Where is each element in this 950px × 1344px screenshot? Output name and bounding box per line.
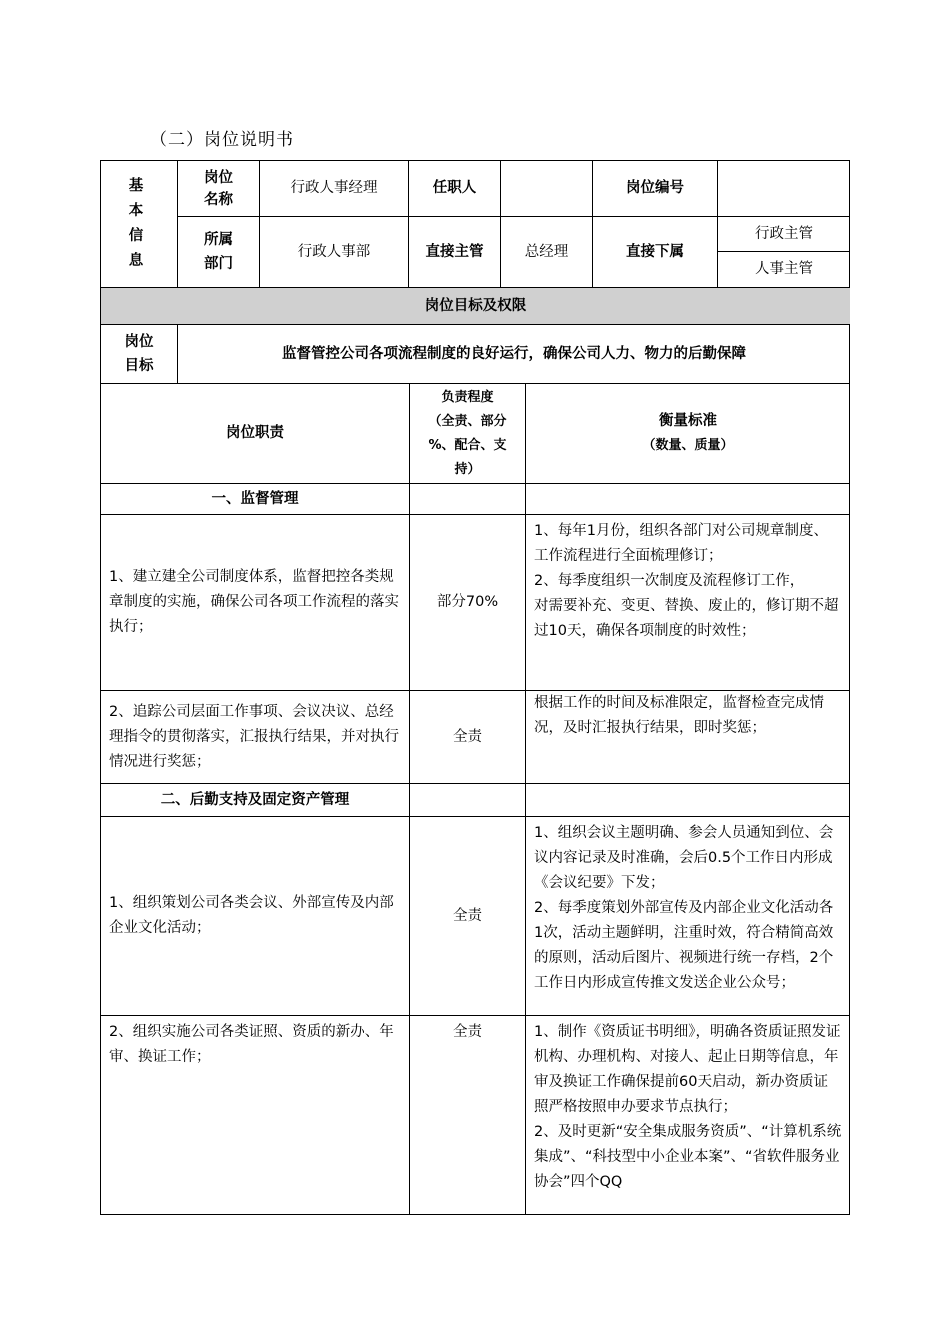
position-name-value: 行政人事经理 (260, 161, 409, 217)
standard-line: 2、及时更新“安全集成服务资质”、“计算机系统集成”、“科技型中小企业本案”、“省软件服务业协会”四个QQ (534, 1124, 842, 1190)
position-name-label (178, 161, 260, 217)
dept-label (178, 217, 260, 288)
section-empty-cell (410, 484, 526, 515)
standard-cell (526, 1016, 850, 1215)
col-header-standard (526, 384, 850, 484)
goal-label (101, 325, 178, 384)
standard-header-sub: （数量、质量） (642, 438, 734, 453)
standard-header-title: 衡量标准 (659, 413, 717, 429)
duty-cell: 2、追踪公司层面工作事项、会议决议、总经理指令的贯彻落实，汇报执行结果，并对执行情况进行奖惩； (101, 691, 410, 784)
degree-cell: 全责 (410, 817, 526, 1016)
basic-info-label (101, 161, 178, 288)
degree-cell: 全责 (410, 1016, 526, 1215)
section-empty-cell (410, 784, 526, 817)
position-no-value (718, 161, 850, 217)
duty-cell: 1、组织策划公司各类会议、外部宣传及内部企业文化活动； (101, 817, 410, 1016)
standard-line: 2、每季度组织一次制度及流程修订工作， (534, 573, 805, 589)
holder-label: 任职人 (409, 161, 501, 217)
standard-cell (526, 515, 850, 691)
standard-line: 对需要补充、变更、替换、废止的，修订期不超过10天，确保各项制度的时效性； (534, 598, 839, 639)
standard-line: 根据工作的时间及标准限定，监督检查完成情况，及时汇报执行结果，即时奖惩； (534, 695, 824, 736)
degree-line: （全责、部分 (428, 413, 507, 429)
goal-text: 监督管控公司各项流程制度的良好运行，确保公司人力、物力的后勤保障 (178, 325, 850, 384)
page-heading: （二）岗位说明书 (150, 130, 294, 150)
dept-label-text: 所属部门 (204, 232, 233, 272)
col-header-duty: 岗位职责 (101, 384, 410, 484)
degree-line: 持） (454, 461, 481, 477)
subordinate-item: 人事主管 (718, 252, 850, 288)
degree-cell: 全责 (410, 691, 526, 784)
degree-cell: 部分70% (410, 515, 526, 691)
standard-cell (526, 817, 850, 1016)
standard-cell (526, 691, 850, 784)
position-name-label-text: 岗位名称 (204, 169, 233, 208)
subordinate-item: 行政主管 (718, 217, 850, 252)
duty-cell: 1、建立建全公司制度体系，监督把控各类规章制度的实施，确保公司各项工作流程的落实执行； (101, 515, 410, 691)
duty-cell: 2、组织实施公司各类证照、资质的新办、年审、换证工作； (101, 1016, 410, 1215)
goals-section-header: 岗位目标及权限 (101, 288, 850, 325)
section-empty-cell (526, 484, 850, 515)
standard-line: 1、组织会议主题明确、参会人员通知到位、会议内容记录及时准确，会后0.5个工作日内形成《会议纪要》下发； (534, 825, 834, 891)
section-empty-cell (526, 784, 850, 817)
basic-info-label-text: 基 本 信 息 (128, 178, 150, 269)
standard-line: 1、制作《资质证书明细》，明确各资质证照发证机构、办理机构、对接人、起止日期等信息，年审及换证工作确保提前60天启动，新办资质证照严格按照申办要求节点执行； (534, 1024, 841, 1115)
dept-value: 行政人事部 (260, 217, 409, 288)
degree-line: %、配合、支 (428, 437, 507, 453)
col-header-degree (410, 384, 526, 484)
holder-value (501, 161, 593, 217)
standard-line: 2、每季度策划外部宣传及内部企业文化活动各1次，活动主题鲜明，注重时效，符合精简高效的原则，活动后图片、视频进行统一存档，2个工作日内形成宣传推文发送企业公众号； (534, 900, 834, 991)
subordinates-label: 直接下属 (593, 217, 718, 288)
section-title: 二、后勤支持及固定资产管理 (101, 784, 410, 817)
job-description-table (100, 160, 850, 1215)
degree-line: 负责程度 (441, 389, 494, 405)
supervisor-label: 直接主管 (409, 217, 501, 288)
section-title: 一、监督管理 (101, 484, 410, 515)
position-no-label: 岗位编号 (593, 161, 718, 217)
standard-line: 1、每年1月份，组织各部门对公司规章制度、工作流程进行全面梳理修订； (534, 523, 828, 564)
supervisor-value: 总经理 (501, 217, 593, 288)
goal-label-text: 岗位目标 (124, 334, 154, 374)
